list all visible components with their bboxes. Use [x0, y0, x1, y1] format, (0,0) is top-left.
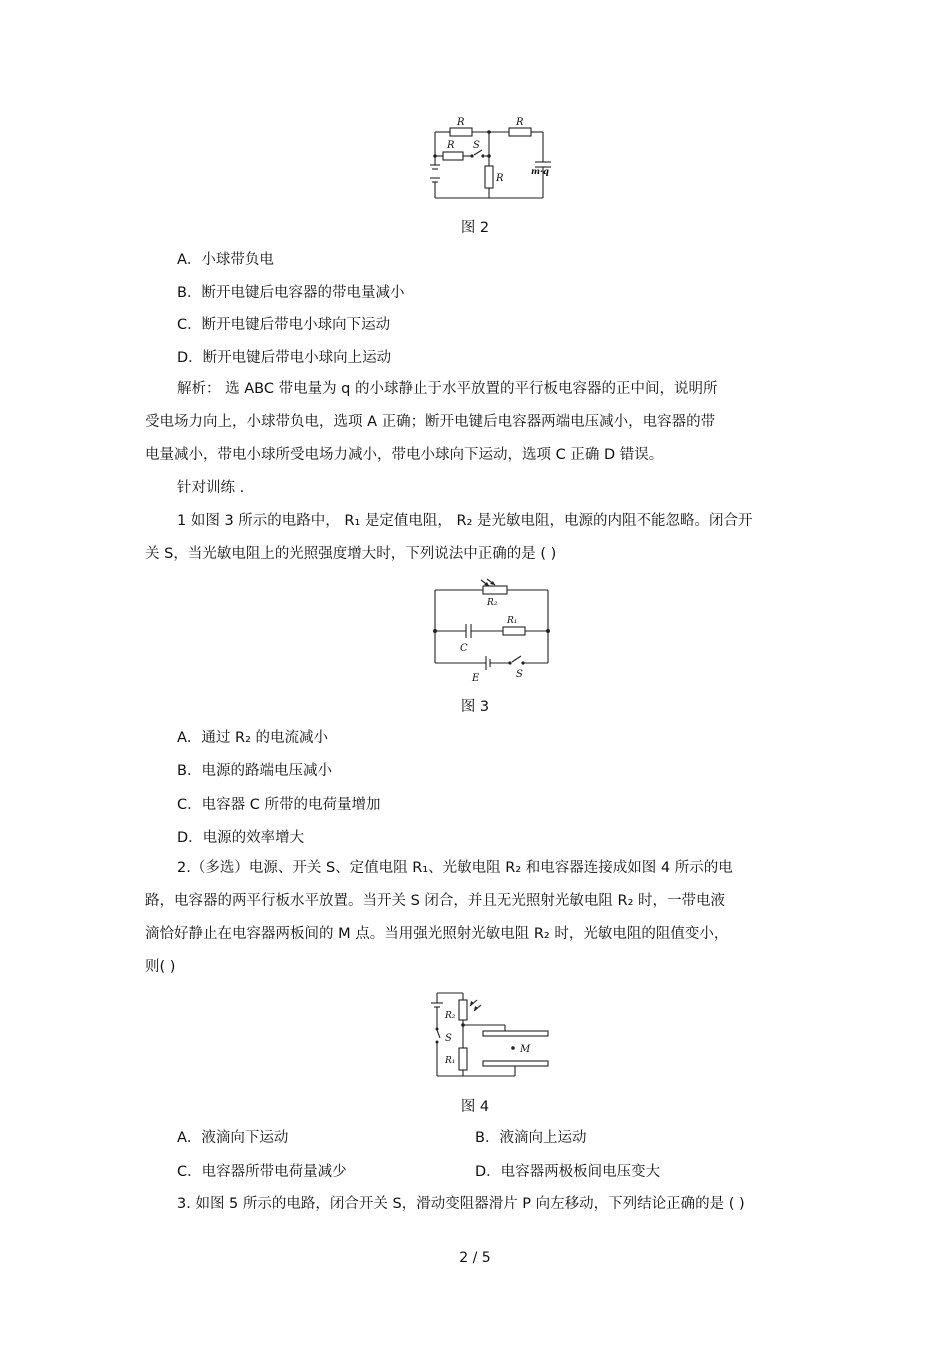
q2-option-c: C．电容器所带电荷量减少 — [177, 1164, 347, 1180]
analysis-line-2: 受电场力向上，小球带负电，选项 A 正确；断开电键后电容器两端电压减小，电容器的带 — [145, 414, 716, 430]
fig4-label-m: M — [520, 1044, 531, 1055]
q3-line: 3. 如图 5 所示的电路，闭合开关 S，滑动变阻器滑片 P 向左移动，下列结论正确的是 ( ) — [177, 1196, 745, 1212]
figure-3-circuit — [425, 578, 560, 685]
option-b: B．断开电键后电容器的带电量减小 — [177, 285, 405, 301]
q2-line-3: 滴恰好静止在电容器两板间的 M 点。当用强光照射光敏电阻 R₂ 时，光敏电阻的阻值变小， — [145, 926, 729, 942]
figure-2-circuit — [425, 110, 555, 205]
fig4-label-s: S — [445, 1033, 452, 1044]
fig3-label-s: S — [516, 669, 523, 680]
fig2-label-r-top-right: R — [516, 117, 524, 128]
analysis-line-3: 电量减小，带电小球所受电场力减小，带电小球向下运动，选项 C 正确 D 错误。 — [145, 447, 664, 463]
q2-option-d: D．电容器两极板间电压变大 — [475, 1164, 661, 1180]
q2-option-a: A．液滴向下运动 — [177, 1130, 289, 1146]
option-c: C．断开电键后带电小球向下运动 — [177, 317, 391, 333]
page-number: 2 / 5 — [459, 1250, 491, 1266]
training-title: 针对训练 . — [177, 480, 245, 496]
option-d: D．断开电键后带电小球向上运动 — [177, 350, 392, 366]
fig2-label-switch: S — [473, 140, 480, 151]
fig3-label-e: E — [472, 673, 480, 684]
figure-3-caption: 图 3 — [460, 699, 490, 715]
fig3-label-r2: R₂ — [487, 598, 498, 608]
q1-option-b: B．电源的路端电压减小 — [177, 763, 332, 779]
figure-2-caption: 图 2 — [460, 220, 490, 236]
q1-line-1: 1 如图 3 所示的电路中， R₁ 是定值电阻， R₂ 是光敏电阻，电源的内阻不能忽略。闭合开 — [177, 513, 753, 529]
figure-4-circuit — [425, 988, 555, 1083]
fig4-label-r1: R₁ — [445, 1056, 456, 1066]
fig3-label-c: C — [460, 643, 468, 654]
fig2-label-r-mid: R — [447, 140, 455, 151]
q1-option-d: D．电源的效率增大 — [177, 830, 305, 846]
fig2-label-r-vert: R — [496, 173, 504, 184]
figure-4-caption: 图 4 — [460, 1099, 490, 1115]
fig2-label-r-top-left: R — [457, 117, 465, 128]
analysis-line-1: 解析： 选 ABC 带电量为 q 的小球静止于水平放置的平行板电容器的正中间，说明所 — [177, 381, 718, 397]
q1-line-2: 关 S，当光敏电阻上的光照强度增大时，下列说法中正确的是 ( ) — [145, 546, 557, 562]
fig4-label-r2: R₂ — [445, 1011, 456, 1021]
q2-line-1: 2.（多选）电源、开关 S、定值电阻 R₁、光敏电阻 R₂ 和电容器连接成如图 4 所示的电 — [177, 860, 733, 876]
q1-option-a: A．通过 R₂ 的电流减小 — [177, 730, 329, 746]
fig3-label-r1: R₁ — [507, 616, 518, 626]
fig2-label-capacitor: m·q — [531, 167, 549, 177]
q2-line-4: 则( ) — [145, 959, 176, 975]
q2-option-b: B．液滴向上运动 — [475, 1130, 587, 1146]
q1-option-c: C．电容器 C 所带的电荷量增加 — [177, 797, 381, 813]
q2-line-2: 路，电容器的两平行板水平放置。当开关 S 闭合，并且无光照射光敏电阻 R₂ 时，一带电液 — [145, 893, 726, 909]
option-a: A．小球带负电 — [177, 252, 274, 268]
